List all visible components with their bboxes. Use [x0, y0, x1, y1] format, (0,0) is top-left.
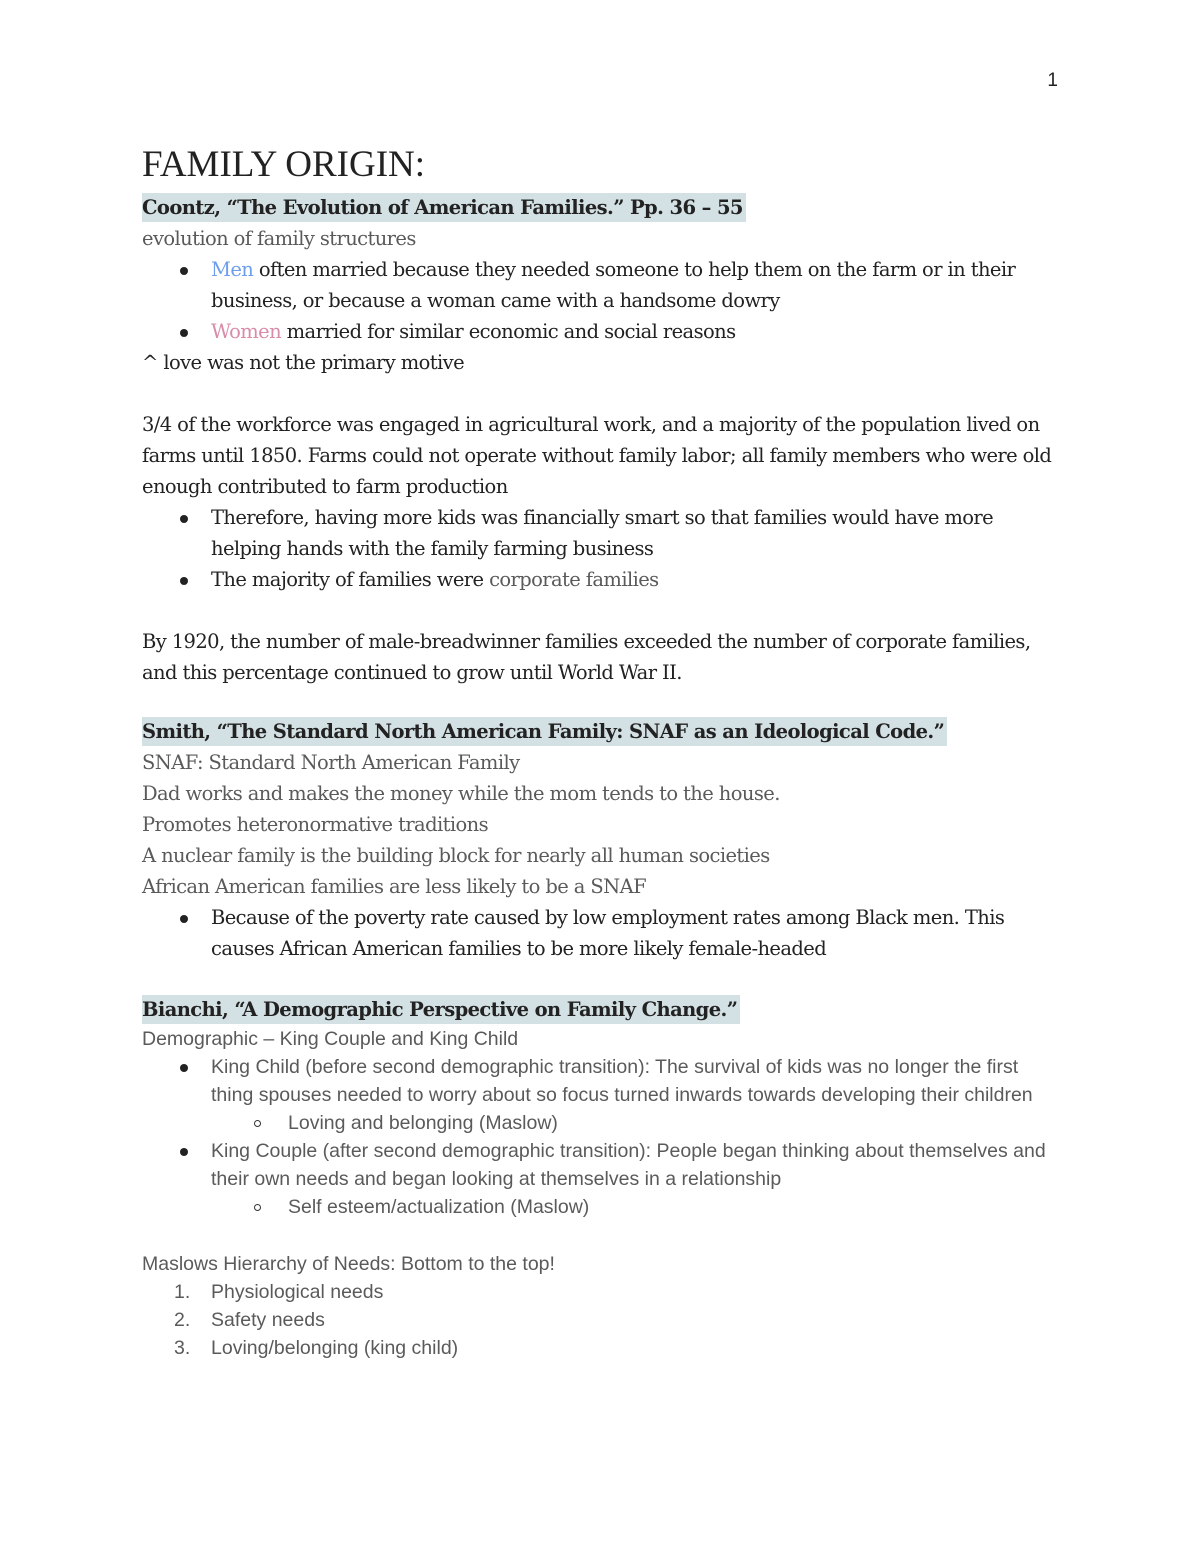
numbered-item — [142, 1334, 1062, 1362]
item-text: Safety needs — [211, 1309, 325, 1331]
list-item: Because of the poverty rate caused by low employment rates among Black men. This causes African American families to be more likely female-headed — [142, 902, 1062, 964]
coontz-list-1 — [142, 254, 1062, 347]
smith-line: Dad works and makes the money while the mom tends to the house. — [142, 782, 780, 805]
coontz-note: ^ love was not the primary motive — [142, 351, 465, 374]
bianchi-subtitle: Demographic – King Couple and King Child — [142, 1028, 519, 1050]
bianchi-list — [142, 1053, 1062, 1221]
smith-line: Promotes heteronormative traditions — [142, 813, 488, 836]
item-number: 2. — [174, 1309, 191, 1331]
coontz-paragraph-2: By 1920, the number of male-breadwinner families exceeded the number of corporate families, and this percentage continued to grow until World War II. — [142, 630, 1031, 684]
smith-list — [142, 902, 1062, 964]
numbered-item — [142, 1306, 1062, 1334]
page-number: 1 — [1047, 70, 1058, 91]
document-body — [142, 142, 1062, 1362]
item-number: 1. — [174, 1281, 191, 1303]
women-label: Women — [211, 320, 282, 343]
coontz-subtitle: evolution of family structures — [142, 227, 416, 250]
coontz-list-2 — [142, 502, 1062, 595]
list-item: King Child (before second demographic transition): The survival of kids was no longer the first thing spouses needed to worry about so focus turned inwards towards developing their children — [142, 1053, 1062, 1109]
bianchi-section — [142, 994, 1062, 1221]
list-item — [142, 254, 1062, 316]
list-item-text: often married because they needed someone to help them on the farm or in their business, or because a woman came with a handsome dowry — [211, 258, 1016, 312]
item-text: Loving/belonging (king child) — [211, 1337, 459, 1359]
list-item-text: The majority of families were — [211, 568, 490, 591]
list-item-text: married for similar economic and social reasons — [281, 320, 736, 343]
list-item — [142, 564, 1062, 595]
item-text: Physiological needs — [211, 1281, 384, 1303]
maslow-heading: Maslows Hierarchy of Needs: Bottom to the top! — [142, 1253, 555, 1275]
sub-list-item: Loving and belonging (Maslow) — [142, 1109, 1062, 1137]
sub-list-item: Self esteem/actualization (Maslow) — [142, 1193, 1062, 1221]
coontz-heading: Coontz, “The Evolution of American Families.” Pp. 36 – 55 — [142, 193, 746, 222]
list-item: Therefore, having more kids was financially smart so that families would have more helping hands with the family farming business — [142, 502, 1062, 564]
page-title: FAMILY ORIGIN: — [142, 144, 426, 185]
smith-line: A nuclear family is the building block for nearly all human societies — [142, 844, 770, 867]
item-number: 3. — [174, 1337, 191, 1359]
list-item — [142, 316, 1062, 347]
coontz-paragraph-1: 3/4 of the workforce was engaged in agricultural work, and a majority of the population lived on farms until 1850. Farms could not operate without family labor; all family members who were old enough contributed to farm production — [142, 413, 1052, 498]
men-label: Men — [211, 258, 254, 281]
numbered-item — [142, 1278, 1062, 1306]
maslow-section — [142, 1250, 1062, 1362]
smith-section — [142, 716, 1062, 964]
coontz-section — [142, 192, 1062, 688]
smith-line: SNAF: Standard North American Family — [142, 751, 520, 774]
corporate-families-label: corporate families — [489, 568, 659, 591]
list-item: King Couple (after second demographic transition): People began thinking about themselves and their own needs and began looking at themselves in a relationship — [142, 1137, 1062, 1193]
smith-line: African American families are less likely to be a SNAF — [142, 875, 646, 898]
smith-heading: Smith, “The Standard North American Family: SNAF as an Ideological Code.” — [142, 717, 947, 746]
maslow-list — [142, 1278, 1062, 1362]
bianchi-heading: Bianchi, “A Demographic Perspective on Family Change.” — [142, 995, 740, 1024]
